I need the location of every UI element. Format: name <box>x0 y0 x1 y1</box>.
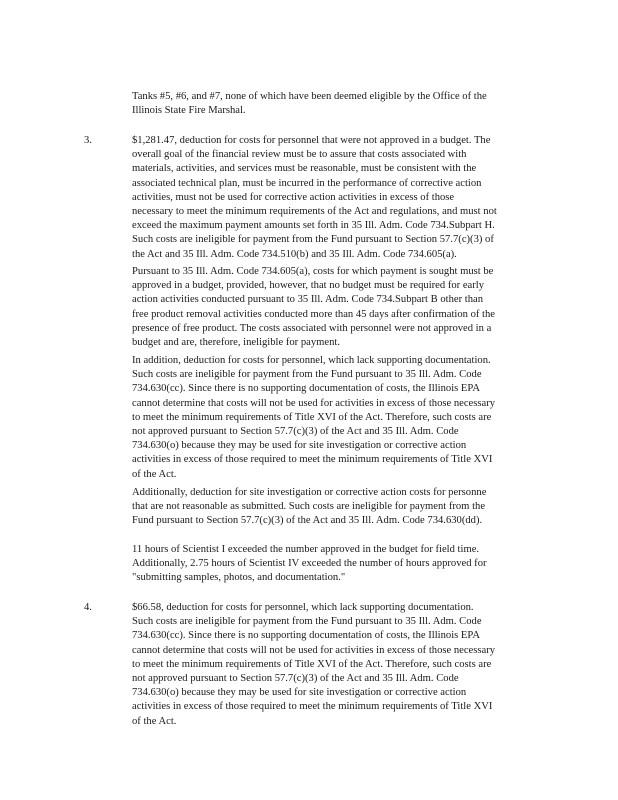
text-line: 734.630(o) because they may be used for site investigation or corrective action <box>132 687 467 699</box>
item-number: 4. <box>84 602 92 613</box>
text-line: overall goal of the financial review must be to assure that costs associated with <box>132 149 467 161</box>
text-line: $66.58, deduction for costs for personnel, which lack supporting documentation. <box>132 602 474 613</box>
text-line: cannot determine that costs will not be used for activities in excess of those necessary <box>132 644 496 656</box>
text-line: $1,281.47, deduction for costs for personnel that were not approved in a budget. The <box>132 135 491 146</box>
item-3-paragraph-3 <box>132 354 524 482</box>
text-line: necessary to meet the minimum requirements of the Act and regulations, and must not <box>132 206 497 218</box>
text-line: activities, must not be used for corrective action activities in excess of those <box>132 191 455 203</box>
text-line: the Act and 35 Ill. Adm. Code 734.510(b) and 35 Ill. Adm. Code 734.605(a). <box>132 248 457 260</box>
text-line: exceed the maximum payment amounts set forth in 35 Ill. Adm. Code 734.Subpart H. <box>132 220 495 232</box>
intro-paragraph <box>132 90 524 118</box>
text-line: Pursuant to 35 Ill. Adm. Code 734.605(a), costs for which payment is sought must be <box>132 266 494 277</box>
item-3-paragraph-2 <box>132 265 524 350</box>
item-3-paragraph-4 <box>132 486 524 529</box>
text-line: cannot determine that costs will not be used for activities in excess of those necessary <box>132 397 496 409</box>
text-line: not approved pursuant to Section 57.7(c)(3) of the Act and 35 Ill. Adm. Code <box>132 426 459 438</box>
text-line: Such costs are ineligible for payment from the Fund pursuant to 35 Ill. Adm. Code <box>132 369 482 381</box>
text-line: In addition, deduction for costs for personnel, which lack supporting documentation. <box>132 355 491 366</box>
text-line: Additionally, 2.75 hours of Scientist IV exceeded the number of hours approved for <box>132 558 487 570</box>
text-line: to meet the minimum requirements of Title XVI of the Act. Therefore, such costs are <box>132 658 492 670</box>
text-line: Such costs are ineligible for payment from the Fund pursuant to 35 Ill. Adm. Code <box>132 616 482 628</box>
text-line: of the Act. <box>132 468 177 480</box>
text-line: activities in excess of those required to meet the minimum requirements of Title XVI <box>132 454 493 466</box>
text-line: "submitting samples, photos, and documentation." <box>132 572 346 584</box>
item-3-paragraph-1 <box>132 134 524 262</box>
text-line: budget and are, therefore, ineligible for payment. <box>132 337 340 349</box>
text-line: action activities conducted pursuant to 35 Ill. Adm. Code 734.Subpart B other than <box>132 294 484 306</box>
text-line: 734.630(o) because they may be used for site investigation or corrective action <box>132 440 467 452</box>
item-3-paragraph-5 <box>132 543 524 586</box>
text-line: approved in a budget, provided, however, that no budget must be required for early <box>132 280 485 292</box>
text-line: Tanks #5, #6, and #7, none of which have been deemed eligible by the Office of the <box>132 91 487 102</box>
text-line: materials, activities, and services must be reasonable, must be consistent with the <box>132 163 477 175</box>
text-line: Fund pursuant to Section 57.7(c)(3) of the Act and 35 Ill. Adm. Code 734.630(dd). <box>132 515 483 527</box>
text-line: that are not reasonable as submitted. Such costs are ineligible for payment from the <box>132 501 486 513</box>
text-line: associated technical plan, must be incurred in the performance of corrective action <box>132 177 482 189</box>
text-line: presence of free product. The costs associated with personnel were not approved in a <box>132 322 492 334</box>
text-line: Illinois State Fire Marshal. <box>132 105 246 117</box>
text-line: 734.630(cc). Since there is no supporting documentation of costs, the Illinois EPA <box>132 630 480 642</box>
item-4-paragraph-1 <box>132 601 524 729</box>
text-line: 734.630(cc). Since there is no supporting documentation of costs, the Illinois EPA <box>132 383 480 395</box>
text-line: activities in excess of those required to meet the minimum requirements of Title XVI <box>132 701 493 713</box>
text-line: free product removal activities conducted more than 45 days after confirmation of the <box>132 308 495 320</box>
text-line: of the Act. <box>132 715 177 727</box>
text-line: not approved pursuant to Section 57.7(c)(3) of the Act and 35 Ill. Adm. Code <box>132 673 459 685</box>
text-line: to meet the minimum requirements of Title XVI of the Act. Therefore, such costs are <box>132 411 492 423</box>
text-line: Additionally, deduction for site investigation or corrective action costs for personne <box>132 487 487 498</box>
text-line: 11 hours of Scientist I exceeded the number approved in the budget for field time. <box>132 544 480 555</box>
item-number: 3. <box>84 135 92 146</box>
text-line: Such costs are ineligible for payment from the Fund pursuant to Section 57.7(c)(3) of <box>132 234 494 246</box>
